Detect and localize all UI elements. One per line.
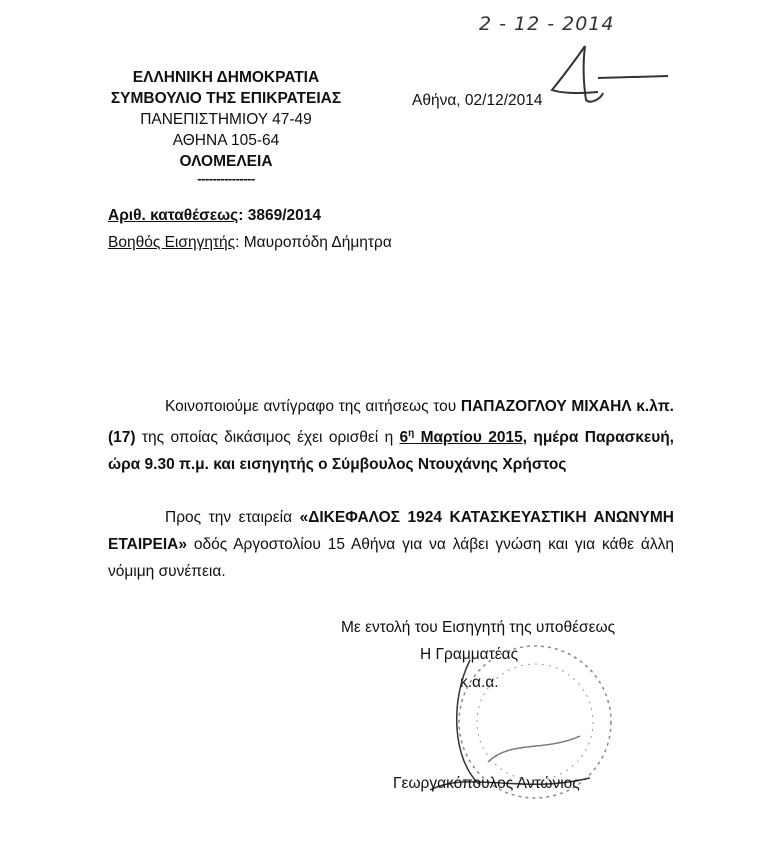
assistant-value: : Μαυροπόδη Δήμητρα <box>235 234 392 251</box>
letterhead-country: ΕΛΛΗΝΙΚΗ ΔΗΜΟΚΡΑΤΙΑ <box>132 69 320 86</box>
handwritten-date: 2 - 12 - 2014 <box>479 13 615 35</box>
body-paragraph-1 <box>108 393 674 478</box>
hearing-date: $6^\eta$ Μαρτίου 2015, <box>399 428 528 447</box>
signature-abbrev: κ.α.α. <box>460 674 499 691</box>
p2-text-a: Προς την εταιρεία <box>165 509 300 526</box>
letterhead <box>95 67 357 186</box>
letterhead-street: ΠΑΝΕΠΙΣΤΗΜΙΟΥ 47-49 <box>140 111 312 128</box>
company-name: «ΔΙΚΕΦΑΛΟΣ 1924 ΚΑΤΑΣΚΕΥΑΣΤΙΚΗ ΑΝΩΝΥΜΗ ΕΤΑΙΡΕΙΑ» <box>108 509 674 553</box>
p1-text-e: ημέρα Παρασκευή, ώρα 9.30 π.μ. και εισηγητής ο Σύμβουλος Ντουχάνης Χρήστος <box>108 429 674 474</box>
assistant-label: Βοηθός Εισηγητής <box>108 234 236 251</box>
document-date: Αθήνα, 02/12/2014 <box>412 92 543 109</box>
letterhead-section: ΟΛΟΜΕΛΕΙΑ <box>179 153 273 170</box>
p1-text-a: Κοινοποιούμε αντίγραφο της αιτήσεως του <box>165 398 461 415</box>
petitioner-name: ΠΑΠΑΖΟΓΛΟΥ ΜΙΧΑΗΛ κ.λπ. (17) <box>108 398 674 447</box>
assistant-line <box>108 229 392 256</box>
letterhead-institution: ΣΥΜΒΟΥΛΙΟ ΤΗΣ ΕΠΙΚΡΑΤΕΙΑΣ <box>110 90 342 107</box>
filing-value: : 3869/2014 <box>238 207 321 224</box>
signatory-name: Γεωργακόπουλος Αντώνιος <box>393 775 580 792</box>
letterhead-city: ΑΘΗΝΑ 105-64 <box>172 132 280 149</box>
reference-block <box>108 202 392 256</box>
p1-text-c: της οποίας δικάσιμος έχει ορισθεί η <box>135 429 400 447</box>
signature-mandate: Με εντολή του Εισηγητή της υποθέσεως <box>341 619 616 636</box>
body-paragraph-2 <box>108 504 674 585</box>
signature-role: Η Γραμματέας <box>420 646 519 663</box>
filing-label: Αριθ. καταθέσεως <box>108 207 239 224</box>
filing-number-line <box>108 202 392 229</box>
p2-text-c: οδός Αργοστολίου 15 Αθήνα για να λάβει γνώση και για κάθε άλλη νόμιμη συνέπεια. <box>108 536 674 580</box>
letterhead-separator: --------------- <box>197 171 255 186</box>
